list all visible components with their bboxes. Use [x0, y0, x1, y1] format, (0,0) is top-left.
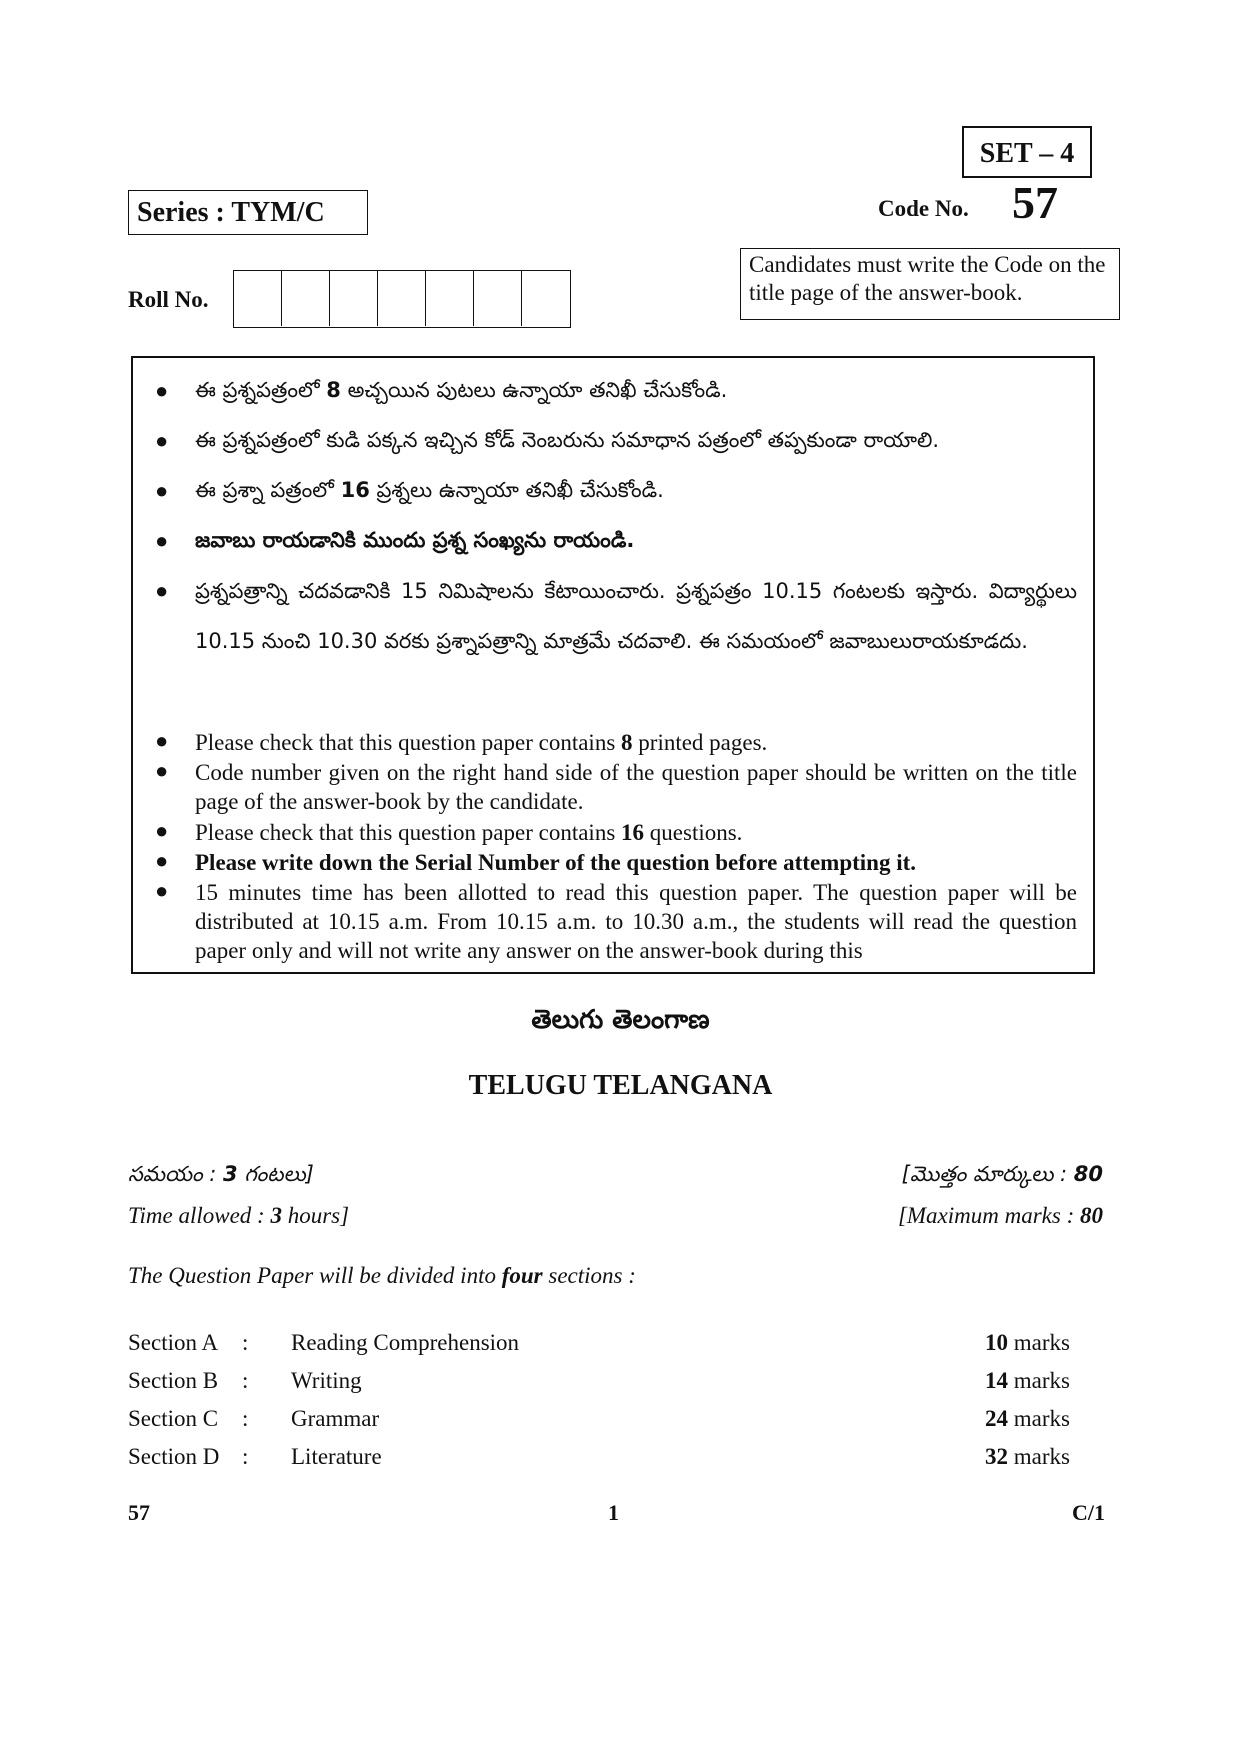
max-marks: [Maximum marks : 80 [897, 1203, 1103, 1228]
instruction-text: Please write down the Serial Number of the question before attempting it. [195, 850, 917, 875]
english-subject-title: TELUGU TELANGANA [468, 1070, 773, 1101]
roll-cell[interactable] [330, 271, 378, 326]
section-colon: : [242, 1330, 249, 1355]
section-colon: : [242, 1368, 249, 1393]
section-colon: : [242, 1444, 249, 1469]
candidates-note: Candidates must write the Code on the title page of the answer-book. [740, 248, 1120, 320]
instruction-text: Please check that this question paper contains 16 questions. [195, 820, 743, 845]
section-marks: 14 marks [985, 1368, 1070, 1393]
section-row [128, 1406, 1088, 1440]
section-row [128, 1368, 1088, 1402]
set-label: SET – 4 [962, 126, 1092, 178]
bullet: ● [155, 428, 169, 453]
bullet: ● [155, 578, 169, 603]
instruction-text: Please check that this question paper contains 8 printed pages. [195, 730, 768, 755]
instruction-text: ఈ ప్రశ్నా పత్రంలో 16 ప్రశ్నలు ఉన్నాయా తనిఖీ చేసుకోండి. [195, 478, 664, 502]
max-marks-telugu: [మొత్తం మార్కులు : 80 [901, 1162, 1103, 1186]
instruction-text: జవాబు రాయడానికి ముందు ప్రశ్న సంఖ్యను రాయండి. [195, 528, 635, 552]
roll-cell[interactable] [522, 271, 570, 326]
bullet: ● [155, 728, 169, 753]
code-label: Code No. [878, 196, 969, 221]
section-title: Reading Comprehension [291, 1330, 520, 1355]
bullet: ● [155, 848, 169, 873]
section-name: Section A [128, 1330, 219, 1355]
roll-number-boxes[interactable] [233, 270, 571, 328]
section-row [128, 1444, 1088, 1478]
section-colon: : [242, 1406, 249, 1431]
section-title: Writing [291, 1368, 362, 1393]
instruction-text: ప్రశ్నపత్రాన్ని చదవడానికి 15 నిమిషాలను కేటాయించారు. ప్రశ్నపత్రం 10.15 గంటలకు ఇస్తారు. విద్యార్థులు 10.15 నుంచి 10.30 వరకు ప్రశ్నాపత్రాన్ని మాత్రమే చదవాలి. ఈ సమయంలో జవాబులురాయకూడదు. [195, 579, 1077, 653]
section-marks: 10 marks [985, 1330, 1070, 1355]
section-name: Section C [128, 1406, 219, 1431]
footer-page-ref: C/1 [1072, 1500, 1105, 1525]
section-marks: 24 marks [985, 1406, 1070, 1431]
section-row [128, 1330, 1088, 1364]
telugu-subject-title: తెలుగు తెలంగాణ [531, 1005, 710, 1035]
section-title: Literature [291, 1444, 382, 1469]
section-title: Grammar [291, 1406, 380, 1431]
bullet: ● [155, 758, 169, 783]
section-marks: 32 marks [985, 1444, 1070, 1469]
roll-cell[interactable] [474, 271, 522, 326]
roll-label: Roll No. [128, 287, 209, 312]
footer-code: 57 [128, 1500, 150, 1525]
code-number: 57 [1012, 177, 1058, 228]
section-name: Section B [128, 1368, 219, 1393]
instructions-box [131, 356, 1095, 974]
bullet: ● [155, 528, 169, 553]
roll-cell[interactable] [426, 271, 474, 326]
instruction-text: ఈ ప్రశ్నపత్రంలో కుడి పక్కన ఇచ్చిన కోడ్ నెంబరును సమాధాన పత్రంలో తప్పకుండా రాయాలి. [195, 428, 940, 452]
bullet: ● [155, 818, 169, 843]
instruction-text: 15 minutes time has been allotted to read this question paper. The question paper will be distributed at 10.15 a.m. From 10.15 a.m. to 10.30 a.m., the students will read the question paper only and will not write any answer on the answer-book during this [195, 880, 1077, 963]
roll-cell[interactable] [282, 271, 330, 326]
division-note: The Question Paper will be divided into four sections : [128, 1263, 636, 1288]
page-number: 1 [608, 1500, 619, 1525]
bullet: ● [155, 878, 169, 903]
roll-cell[interactable] [234, 271, 282, 326]
instruction-text: Code number given on the right hand side of the question paper should be written on the title page of the answer-book by the candidate. [195, 760, 1077, 814]
roll-cell[interactable] [378, 271, 426, 326]
time-allowed-telugu: సమయం : 3 గంటలు] [128, 1162, 314, 1186]
section-name: Section D [128, 1444, 220, 1469]
bullet: ● [155, 378, 169, 403]
bullet: ● [155, 478, 169, 503]
time-allowed: Time allowed : 3 hours] [128, 1203, 350, 1228]
instruction-text: ఈ ప్రశ్నపత్రంలో 8 అచ్చయిన పుటలు ఉన్నాయా తనిఖీ చేసుకోండి. [195, 378, 728, 402]
series-label: Series : TYM/C [128, 190, 368, 235]
